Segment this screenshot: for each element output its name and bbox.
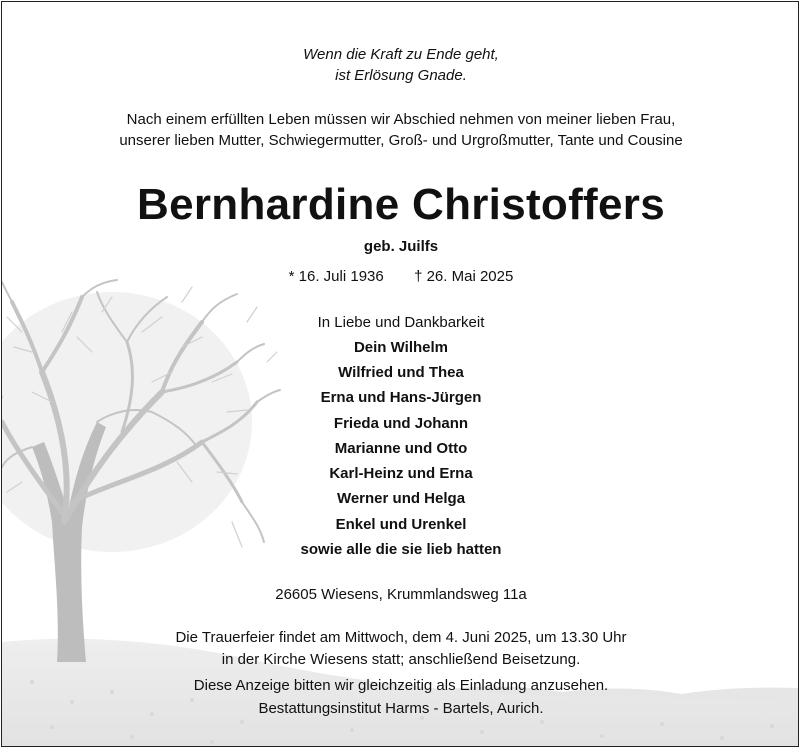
mourning-address: 26605 Wiesens, Krummlandsweg 11a bbox=[275, 586, 527, 603]
mourner-name: Marianne und Otto bbox=[334, 440, 468, 457]
funeral-info-line-2: in der Kirche Wiesens statt; anschließend Beisetzung. bbox=[221, 651, 581, 668]
mourner-name: Frieda und Johann bbox=[333, 415, 469, 432]
funeral-home: Bestattungsinstitut Harms - Bartels, Aurich. bbox=[258, 700, 544, 717]
mourner-name: Dein Wilhelm bbox=[353, 339, 449, 356]
quote-line-1: Wenn die Kraft zu Ende geht, bbox=[303, 46, 499, 63]
death-date: † 26. Mai 2025 bbox=[414, 268, 514, 285]
mourner-name: sowie alle die sie lieb hatten bbox=[300, 541, 502, 558]
mourner-name: Wilfried und Thea bbox=[338, 364, 464, 381]
intro-line-1: Nach einem erfüllten Leben müssen wir Abschied nehmen von meiner lieben Frau, bbox=[126, 111, 676, 128]
mourner-name: Enkel und Urenkel bbox=[335, 516, 467, 533]
birth-name: geb. Juilfs bbox=[363, 238, 439, 255]
deceased-name: Bernhardine Christoffers bbox=[137, 180, 665, 229]
obituary-notice bbox=[1, 1, 799, 747]
quote-line-2: ist Erlösung Gnade. bbox=[335, 67, 467, 84]
invitation-note: Diese Anzeige bitten wir gleichzeitig als Einladung anzusehen. bbox=[193, 677, 609, 694]
life-dates bbox=[2, 268, 799, 285]
mourners-heading: In Liebe und Dankbarkeit bbox=[317, 314, 485, 331]
intro-line-2: unserer lieben Mutter, Schwiegermutter, Groß- und Urgroßmutter, Tante und Cousine bbox=[119, 132, 683, 149]
funeral-info-line-1: Die Trauerfeier findet am Mittwoch, dem 4. Juni 2025, um 13.30 Uhr bbox=[175, 629, 627, 646]
mourner-name: Erna und Hans-Jürgen bbox=[320, 389, 482, 406]
mourner-name: Werner und Helga bbox=[336, 490, 466, 507]
birth-date: * 16. Juli 1936 bbox=[288, 268, 384, 285]
mourner-name: Karl-Heinz und Erna bbox=[329, 465, 473, 482]
